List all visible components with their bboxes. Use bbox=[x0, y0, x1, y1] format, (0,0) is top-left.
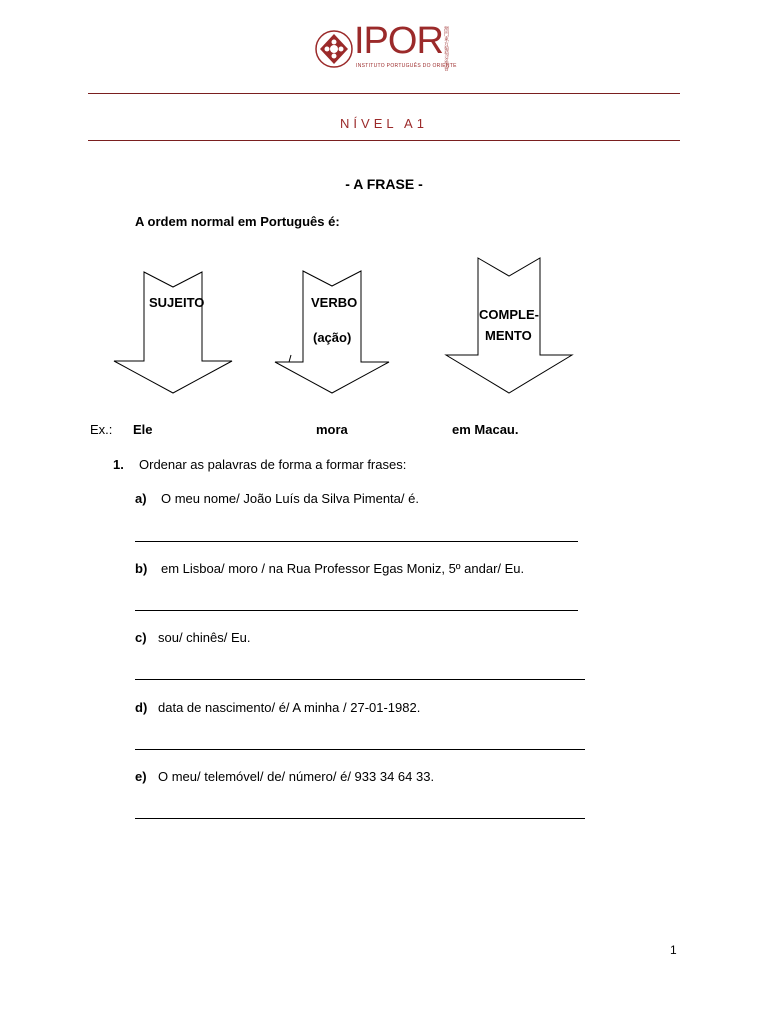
sujeito-label: SUJEITO bbox=[149, 295, 205, 310]
verbo-label: VERBO bbox=[311, 295, 358, 310]
sujeito-arrow bbox=[114, 272, 232, 393]
page-title: - A FRASE - bbox=[345, 176, 423, 192]
item-letter-b: b) bbox=[135, 561, 148, 576]
complemento-arrow bbox=[446, 258, 572, 393]
item-letter-d: d) bbox=[135, 700, 148, 715]
item-text-d: data de nascimento/ é/ A minha / 27-01-1982. bbox=[158, 700, 421, 715]
exercise-instruction: Ordenar as palavras de forma a formar frases: bbox=[139, 457, 407, 472]
item-letter-e: e) bbox=[135, 769, 147, 784]
item-text-e: O meu/ telemóvel/ de/ número/ é/ 933 34 64 33. bbox=[158, 769, 435, 784]
item-letter-c: c) bbox=[135, 630, 147, 645]
acao-label: (ação) bbox=[313, 330, 352, 345]
example-label: Ex.: bbox=[90, 422, 113, 437]
item-text-b: em Lisboa/ moro / na Rua Professor Egas Moniz, 5º andar/ Eu. bbox=[161, 561, 525, 576]
example-complement: em Macau. bbox=[452, 422, 519, 437]
intro-text: A ordem normal em Português é: bbox=[135, 214, 340, 229]
complemento-label-line2: MENTO bbox=[485, 328, 532, 343]
example-subject: Ele bbox=[133, 422, 153, 437]
answer-line-d[interactable] bbox=[135, 749, 585, 750]
answer-line-b[interactable] bbox=[135, 610, 578, 611]
answer-line-a[interactable] bbox=[135, 541, 578, 542]
level-heading: NÍVEL A1 bbox=[340, 116, 428, 131]
word-order-diagram bbox=[0, 0, 768, 420]
item-letter-a: a) bbox=[135, 491, 147, 506]
answer-line-e[interactable] bbox=[135, 818, 585, 819]
exercise-number: 1. bbox=[113, 457, 124, 472]
logo-side-text: 澳門東方葡萄牙學會 bbox=[443, 26, 449, 71]
answer-line-c[interactable] bbox=[135, 679, 585, 680]
complemento-label-line1: COMPLE- bbox=[479, 307, 539, 322]
logo-text: IPOR bbox=[354, 20, 443, 62]
logo-subtitle: INSTITUTO PORTUGUÊS DO ORIENTE bbox=[356, 63, 457, 69]
example-verb: mora bbox=[316, 422, 348, 437]
item-text-a: O meu nome/ João Luís da Silva Pimenta/ é. bbox=[161, 491, 419, 506]
page-number: 1 bbox=[670, 943, 677, 957]
item-text-c: sou/ chinês/ Eu. bbox=[158, 630, 251, 645]
